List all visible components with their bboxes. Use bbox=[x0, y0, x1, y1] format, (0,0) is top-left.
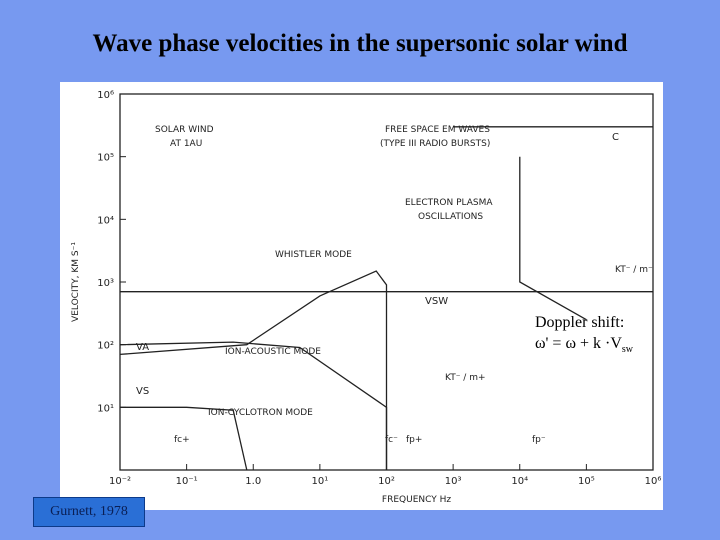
solar-wind-label-2: AT 1AU bbox=[170, 139, 203, 149]
x-axis-label: FREQUENCY Hz bbox=[381, 495, 452, 505]
vs-label: VS bbox=[136, 386, 150, 397]
x-tick-label: 1.0 bbox=[245, 476, 262, 487]
doppler-formula-line bbox=[535, 333, 633, 360]
c-label: C bbox=[612, 132, 619, 143]
slide-title: Wave phase velocities in the supersonic solar wind bbox=[92, 30, 628, 57]
vsw-label: VSW bbox=[425, 296, 449, 307]
electron-plasma-label: ELECTRON PLASMA bbox=[405, 198, 493, 208]
whistler-label: WHISTLER MODE bbox=[275, 250, 352, 260]
kt-proton-label: KT⁻ / m+ bbox=[445, 373, 486, 383]
x-tick-label: 10⁻¹ bbox=[175, 476, 198, 487]
series-line-3 bbox=[120, 271, 387, 470]
fp-minus-label: fp⁻ bbox=[532, 435, 546, 445]
solar-wind-label: SOLAR WIND bbox=[155, 125, 214, 135]
y-tick-label: 10³ bbox=[97, 278, 114, 289]
x-tick-label: 10⁻² bbox=[108, 476, 132, 487]
series-line-2 bbox=[120, 342, 387, 470]
velocity-frequency-chart bbox=[60, 82, 663, 510]
y-tick-label: 10⁴ bbox=[97, 215, 114, 227]
electron-plasma-label-2: OSCILLATIONS bbox=[418, 212, 484, 222]
ion-acoustic-label: ION-ACOUSTIC MODE bbox=[225, 347, 321, 357]
x-tick-label: 10¹ bbox=[311, 476, 329, 487]
x-tick-label: 10⁴ bbox=[511, 476, 529, 487]
ion-cyclotron-label: ION-CYCLOTRON MODE bbox=[208, 408, 313, 418]
doppler-formula: ω' = ω + k ·V bbox=[535, 335, 622, 352]
series-line-4 bbox=[520, 157, 587, 320]
y-tick-label: 10² bbox=[97, 340, 114, 352]
va-label: VA bbox=[136, 342, 150, 353]
y-tick-label: 10¹ bbox=[97, 403, 114, 415]
y-tick-label: 10⁵ bbox=[97, 152, 114, 164]
fc-plus-label: fc+ bbox=[174, 435, 190, 445]
x-tick-label: 10³ bbox=[444, 476, 462, 487]
doppler-subscript: sw bbox=[621, 344, 633, 356]
doppler-label: Doppler shift: bbox=[535, 314, 625, 331]
fc-minus-label: fc⁻ bbox=[385, 435, 398, 445]
kt-electron-label: KT⁻ / m⁻ bbox=[615, 265, 653, 275]
doppler-shift-note bbox=[535, 312, 633, 360]
citation-box: Gurnett, 1978 bbox=[33, 497, 145, 527]
free-space-label: FREE SPACE EM WAVES bbox=[385, 125, 490, 135]
y-axis-label: VELOCITY, KM S⁻¹ bbox=[71, 242, 81, 322]
free-space-label-2: (TYPE III RADIO BURSTS) bbox=[380, 139, 491, 149]
x-tick-label: 10² bbox=[378, 476, 395, 487]
y-tick-label: 10⁶ bbox=[97, 90, 114, 101]
x-tick-label: 10⁵ bbox=[578, 476, 595, 487]
chart-figure bbox=[60, 82, 663, 510]
fp-plus-label: fp+ bbox=[406, 435, 423, 445]
x-tick-label: 10⁶ bbox=[644, 476, 662, 487]
